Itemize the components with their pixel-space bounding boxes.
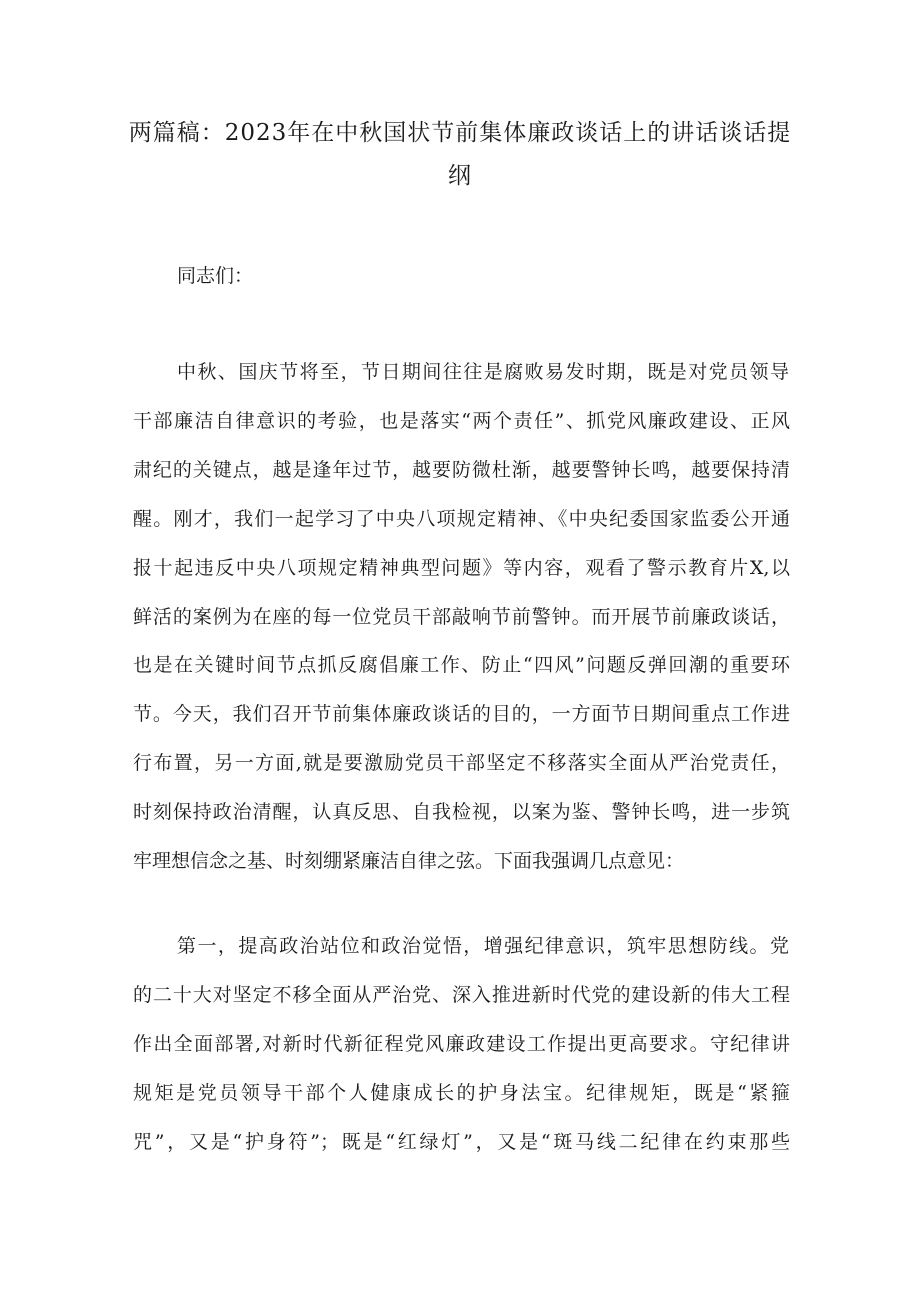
paragraph-line: 行布置，另一方面,就是要激励党员干部坚定不移落实全面从严治党责任， (133, 752, 790, 774)
paragraph-line: 醒。刚才，我们一起学习了中央八项规定精神、《中央纪委国家监委公开通 (133, 508, 790, 530)
paragraph-line: 咒”，又是“护身符”；既是“红绿灯”，又是“斑马线二纪律在约束那些 (133, 1131, 790, 1153)
paragraph-line: 规矩是党员领导干部个人健康成长的护身法宝。纪律规矩，既是“紧箍 (133, 1082, 790, 1104)
salutation: 同志们： (177, 265, 254, 287)
paragraph-line: 中秋、国庆节将至，节日期间往往是腐败易发时期，既是对党员领导 (177, 361, 789, 383)
paragraph-line: 第一，提高政治站位和政治觉悟，增强纪律意识，筑牢思想防线。党 (177, 935, 789, 957)
paragraph-line: 干部廉洁自律意识的考验，也是落实“两个责任”、抓党风廉政建设、正风 (133, 410, 790, 432)
document-title: 两篇稿：2023年在中秋国状节前集体廉政谈话上的讲话谈话提纲 (128, 120, 792, 189)
paragraph-line: 也是在关键时间节点抓反腐倡廉工作、防止“四风”问题反弹回潮的重要环 (133, 654, 790, 676)
paragraph-line: 作出全面部署,对新时代新征程党风廉政建设工作提出更高要求。守纪律讲 (133, 1033, 790, 1055)
paragraph-line: 时刻保持政治清醒，认真反思、自我检视，以案为鉴、警钟长鸣，进一步筑 (133, 801, 790, 823)
paragraph-line: 肃纪的关键点，越是逢年过节，越要防微杜渐，越要警钟长鸣，越要保持清 (133, 459, 790, 481)
paragraph-line: 节。今天，我们召开节前集体廉政谈话的目的，一方面节日期间重点工作进 (133, 703, 790, 725)
paragraph-line: 的二十大对坚定不移全面从严治党、深入推进新时代党的建设新的伟大工程 (133, 984, 790, 1006)
paragraph-line: 报十起违反中央八项规定精神典型问题》等内容，观看了警示教育片X,以 (133, 557, 790, 579)
paragraph-line: 鲜活的案例为在座的每一位党员干部敲响节前警钟。而开展节前廉政谈话， (133, 606, 790, 628)
paragraph-line: 牢理想信念之基、时刻绷紧廉洁自律之弦。下面我强调几点意见： (133, 850, 685, 872)
